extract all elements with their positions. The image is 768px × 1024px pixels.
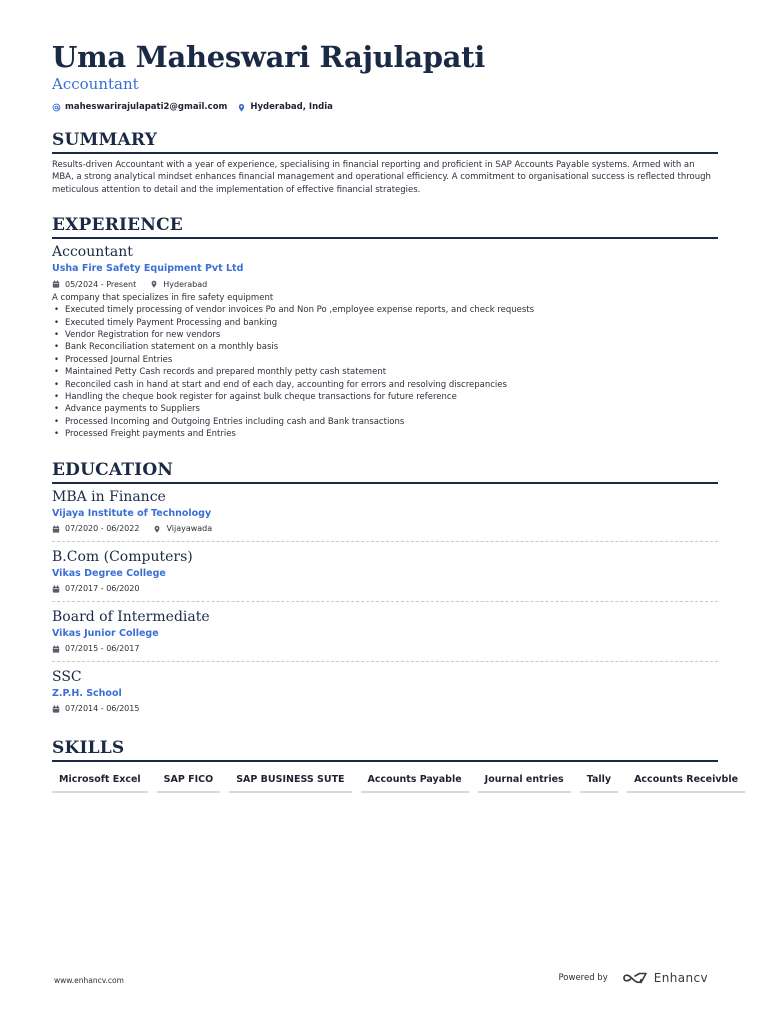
contact-email[interactable]	[52, 102, 227, 112]
list-item: • Executed timely processing of vendor invoices Po and Non Po ,employee expense reports, and check requests	[52, 304, 718, 316]
enhancv-logo[interactable]	[622, 971, 708, 985]
education-meta	[52, 523, 718, 535]
list-item: • Bank Reconciliation statement on a monthly basis	[52, 341, 718, 353]
skill-tag: Microsoft Excel	[52, 770, 148, 793]
school-name: Z.P.H. School	[52, 687, 122, 699]
list-item: • Maintained Petty Cash records and prepared monthly petty cash statement	[52, 366, 718, 378]
education-meta	[52, 643, 718, 655]
list-item: • Reconciled cash in hand at start and end of each day, accounting for errors and resolving discrepancies	[52, 379, 718, 391]
education-entry	[52, 488, 718, 542]
powered-by-text: Powered by	[558, 973, 608, 983]
degree-title: SSC	[52, 668, 82, 685]
skills-list	[52, 770, 739, 793]
experience-entry	[52, 243, 718, 440]
list-item: • Handling the cheque book register for against bulk cheque transactions for future reference	[52, 391, 718, 403]
skill-tag: SAP FICO	[157, 770, 221, 793]
list-item: • Advance payments to Suppliers	[52, 403, 718, 415]
summary-heading: SUMMARY	[52, 129, 718, 154]
enhancv-logo-icon	[622, 972, 648, 984]
experience-heading: EXPERIENCE	[52, 214, 718, 239]
skill-tag: Accounts Receivble	[627, 770, 745, 793]
school-name: Vikas Degree College	[52, 567, 166, 579]
education-entry	[52, 668, 718, 721]
dates-text: 07/2017 - 06/2020	[65, 584, 140, 594]
job-location	[150, 280, 207, 289]
calendar-icon	[52, 585, 60, 593]
candidate-role: Accountant	[52, 75, 139, 93]
calendar-icon	[52, 280, 60, 288]
at-icon	[52, 103, 61, 112]
education-heading: EDUCATION	[52, 459, 718, 484]
education-dates	[52, 644, 139, 653]
candidate-name: Uma Maheswari Rajulapati	[52, 40, 485, 74]
summary-section	[52, 129, 718, 196]
skills-section	[52, 737, 739, 793]
skills-heading: SKILLS	[52, 737, 718, 762]
summary-text: Results-driven Accountant with a year of experience, specialising in financial reporting and proficient in SAP Accounts Payable systems. Armed with an MBA, a strong analytical mindset enhances financial management and operational efficiency. A commitment to organisational success is reflected through meticulous attention to detail and the implementation of effective financial strategies.	[52, 160, 711, 195]
location-text: Hyderabad, India	[250, 102, 333, 112]
list-item: • Processed Journal Entries	[52, 354, 718, 366]
experience-section	[52, 214, 718, 440]
company-name: Usha Fire Safety Equipment Pvt Ltd	[52, 263, 244, 275]
skill-tag: Accounts Payable	[361, 770, 469, 793]
brand-name: Enhancv	[653, 971, 708, 985]
dates-text: 07/2015 - 06/2017	[65, 644, 140, 654]
education-entry	[52, 548, 718, 602]
location-text: Vijayawada	[166, 524, 213, 534]
school-name: Vijaya Institute of Technology	[52, 507, 212, 519]
skill-tag: Journal entries	[478, 770, 571, 793]
list-item: • Processed Incoming and Outgoing Entries including cash and Bank transactions	[52, 416, 718, 428]
education-section	[52, 459, 718, 721]
list-item: • Vendor Registration for new vendors	[52, 329, 718, 341]
list-item: • Executed timely Payment Processing and banking	[52, 317, 718, 329]
degree-title: Board of Intermediate	[52, 608, 210, 625]
education-entry	[52, 608, 718, 662]
education-meta	[52, 583, 718, 595]
education-location	[153, 524, 212, 533]
resume-page	[52, 40, 739, 793]
degree-title: B.Com (Computers)	[52, 548, 193, 565]
email-text: maheswarirajulapati2@gmail.com	[65, 102, 228, 112]
calendar-icon	[52, 705, 60, 713]
map-pin-icon	[150, 280, 158, 288]
skill-tag: Tally	[580, 770, 618, 793]
footer-branding	[558, 971, 708, 985]
contact-line	[52, 101, 718, 113]
education-meta	[52, 703, 718, 715]
calendar-icon	[52, 525, 60, 533]
job-location-text: Hyderabad	[163, 279, 208, 289]
dates-text: 07/2020 - 06/2022	[65, 524, 140, 534]
calendar-icon	[52, 645, 60, 653]
resume-header	[52, 40, 718, 113]
job-bullets	[52, 304, 718, 440]
education-dates	[52, 704, 139, 713]
map-pin-icon	[153, 525, 161, 533]
job-meta	[52, 278, 718, 290]
dates-text: 07/2014 - 06/2015	[65, 704, 140, 714]
school-name: Vikas Junior College	[52, 627, 159, 639]
job-title: Accountant	[52, 244, 133, 261]
job-dates	[52, 280, 136, 289]
list-item: • Processed Freight payments and Entries	[52, 428, 718, 440]
education-dates	[52, 524, 139, 533]
company-description: A company that specializes in fire safety equipment	[52, 293, 274, 304]
contact-location	[237, 102, 332, 112]
education-dates	[52, 584, 139, 593]
job-dates-text: 05/2024 - Present	[65, 279, 137, 289]
degree-title: MBA in Finance	[52, 488, 166, 505]
skill-tag: SAP BUSINESS SUTE	[229, 770, 351, 793]
map-pin-icon	[237, 103, 246, 112]
footer-website-link[interactable]: www.enhancv.com	[54, 976, 124, 985]
